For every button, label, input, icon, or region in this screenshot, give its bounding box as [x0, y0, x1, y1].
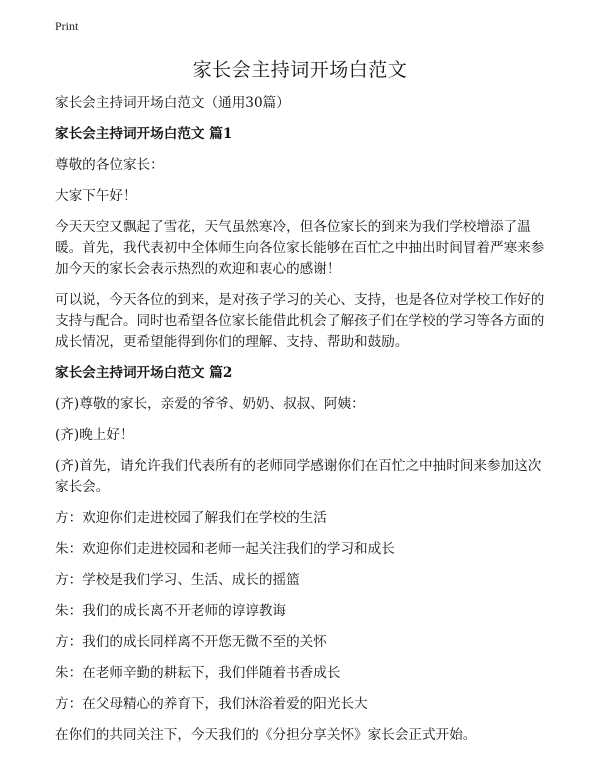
paragraph: (齐)首先，请允许我们代表所有的老师同学感谢你们在百忙之中抽时间来参加这次家长会。: [55, 458, 542, 495]
paragraph: (齐)尊敬的家长，亲爱的爷爷、奶奶、叔叔、阿姨：: [55, 396, 365, 412]
document-title: 家长会主持词开场白范文: [192, 59, 408, 81]
document-subtitle: 家长会主持词开场白范文（通用30篇）: [55, 95, 290, 111]
paragraph: 尊敬的各位家长：: [55, 157, 164, 173]
paragraph: 朱：欢迎你们走进校园和老师一起关注我们的学习和成长: [55, 541, 395, 557]
paragraph: 可以说，今天各位的到来，是对孩子学习的关心、支持，也是各位对学校工作好的支持与配合。同时也希望各位家长能借此机会了解孩子们在学校的学习等各方面的成长情况，更希望能得到你们的理解、支持、帮助和鼓励。: [55, 292, 545, 350]
print-link[interactable]: Print: [55, 19, 79, 33]
paragraph: 方：在父母精心的养育下，我们沐浴着爱的阳光长大: [55, 696, 368, 712]
paragraph: 方：欢迎你们走进校园了解我们在学校的生活: [55, 510, 327, 526]
section-heading-2: 家长会主持词开场白范文 篇2: [55, 365, 233, 381]
paragraph: 朱：我们的成长离不开老师的谆谆教诲: [55, 603, 287, 619]
section-heading-1: 家长会主持词开场白范文 篇1: [55, 126, 233, 142]
paragraph: (齐)晚上好！: [55, 427, 134, 443]
paragraph: 大家下午好！: [55, 188, 137, 204]
paragraph: 今天天空又飘起了雪花，天气虽然寒冷，但各位家长的到来为我们学校增添了温暖。首先，我代表初中全体师生向各位家长能够在百忙之中抽出时间冒着严寒来参加今天的家长会表示热烈的欢迎和衷心的感谢！: [55, 219, 545, 277]
paragraph: 方：我们的成长同样离不开您无微不至的关怀: [55, 634, 327, 650]
document-body: [55, 93, 550, 756]
paragraph: 方：学校是我们学习、生活、成长的摇篮: [55, 572, 300, 588]
paragraph: 在你们的共同关注下，今天我们的《分担分享关怀》家长会正式开始。: [55, 727, 477, 743]
paragraph: 朱：在老师辛勤的耕耘下，我们伴随着书香成长: [55, 665, 341, 681]
